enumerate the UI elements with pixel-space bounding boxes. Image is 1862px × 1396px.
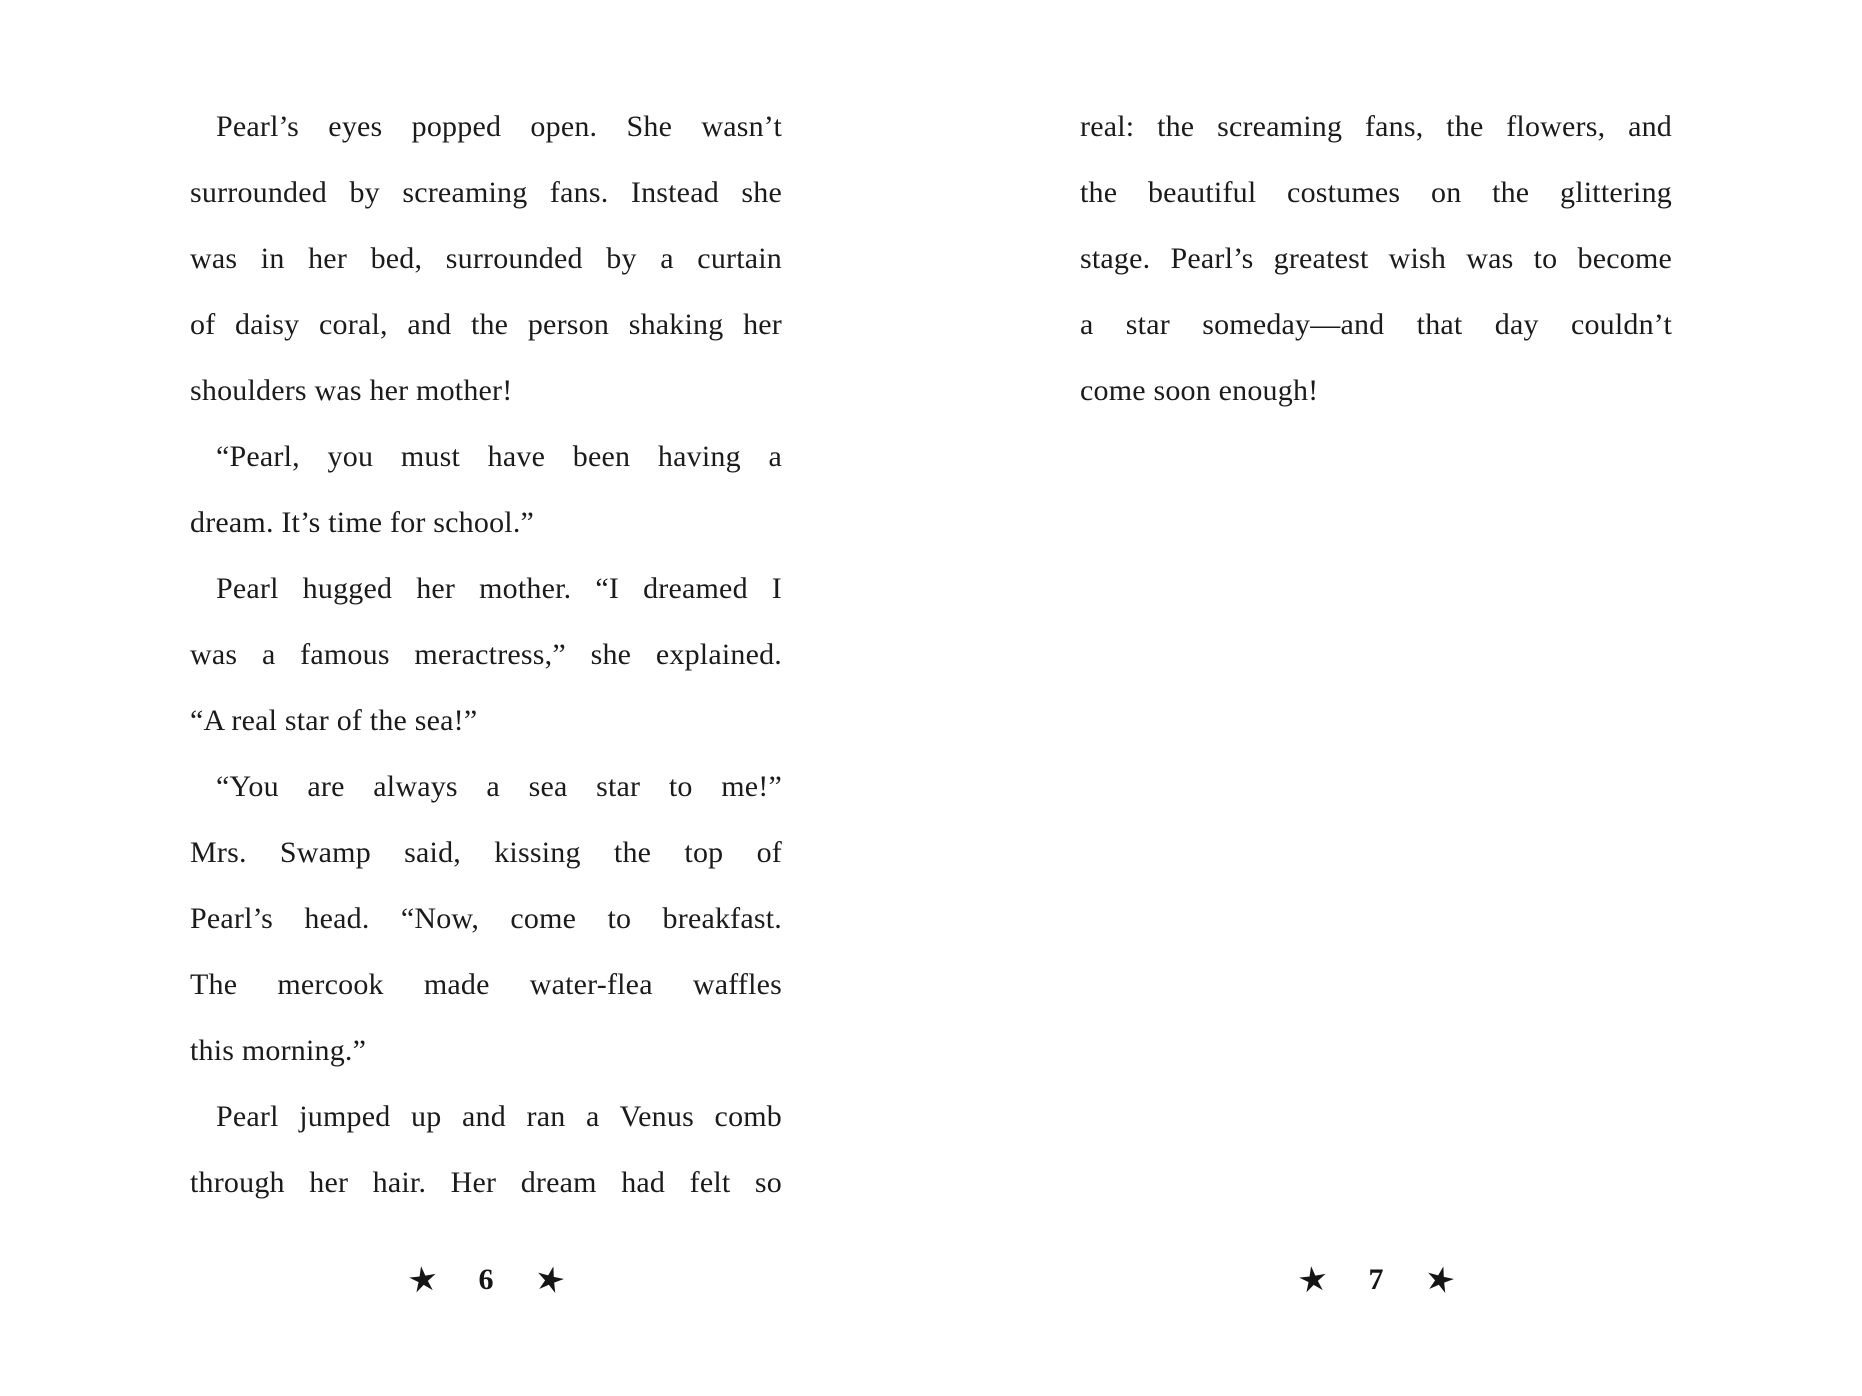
sea-star-icon [1297,1264,1329,1296]
page-7-text-column [1080,94,1672,424]
page-6-footer [190,1258,782,1302]
text-line: this morning.” [190,1034,367,1067]
text-line: the beautiful costumes on the glittering [1080,176,1672,209]
text-line: shoulders was her mother! [190,374,513,407]
text-line: through her hair. Her dream had felt so [190,1166,782,1199]
sea-star-icon [533,1263,567,1297]
text-line: a star someday—and that day couldn’t [1080,308,1672,341]
text-line: surrounded by screaming fans. Instead she [190,176,782,209]
text-line: real: the screaming fans, the flowers, and [1080,110,1672,143]
paragraph [1080,94,1672,424]
text-line: Pearl’s eyes popped open. She wasn’t [216,110,782,143]
text-line: “You are always a sea star to me!” [216,770,782,803]
text-line: come soon enough! [1080,374,1319,407]
text-line: Pearl’s head. “Now, come to breakfast. [190,902,782,935]
paragraph [190,94,782,424]
text-line: of daisy coral, and the person shaking her [190,308,782,341]
paragraph [190,1084,782,1216]
text-line: Pearl hugged her mother. “I dreamed I [216,572,782,605]
text-line: “Pearl, you must have been having a [216,440,782,473]
text-line: was a famous meractress,” she explained. [190,638,782,671]
paragraph [190,424,782,556]
sea-star-icon [407,1264,439,1296]
text-line: Mrs. Swamp said, kissing the top of [190,836,782,869]
paragraph [190,556,782,754]
page-number: 7 [1368,1263,1384,1296]
sea-star-icon [1423,1263,1457,1297]
text-line: “A real star of the sea!” [190,704,478,737]
page-6-text-column [190,94,782,1216]
paragraph [190,754,782,1084]
text-line: Pearl jumped up and ran a Venus comb [216,1100,782,1133]
text-line: The mercook made water-flea waffles [190,968,782,1001]
text-line: was in her bed, surrounded by a curtain [190,242,782,275]
text-line: stage. Pearl’s greatest wish was to become [1080,242,1672,275]
text-line: dream. It’s time for school.” [190,506,535,539]
page-7-footer [1080,1258,1672,1302]
page-number: 6 [478,1263,494,1296]
